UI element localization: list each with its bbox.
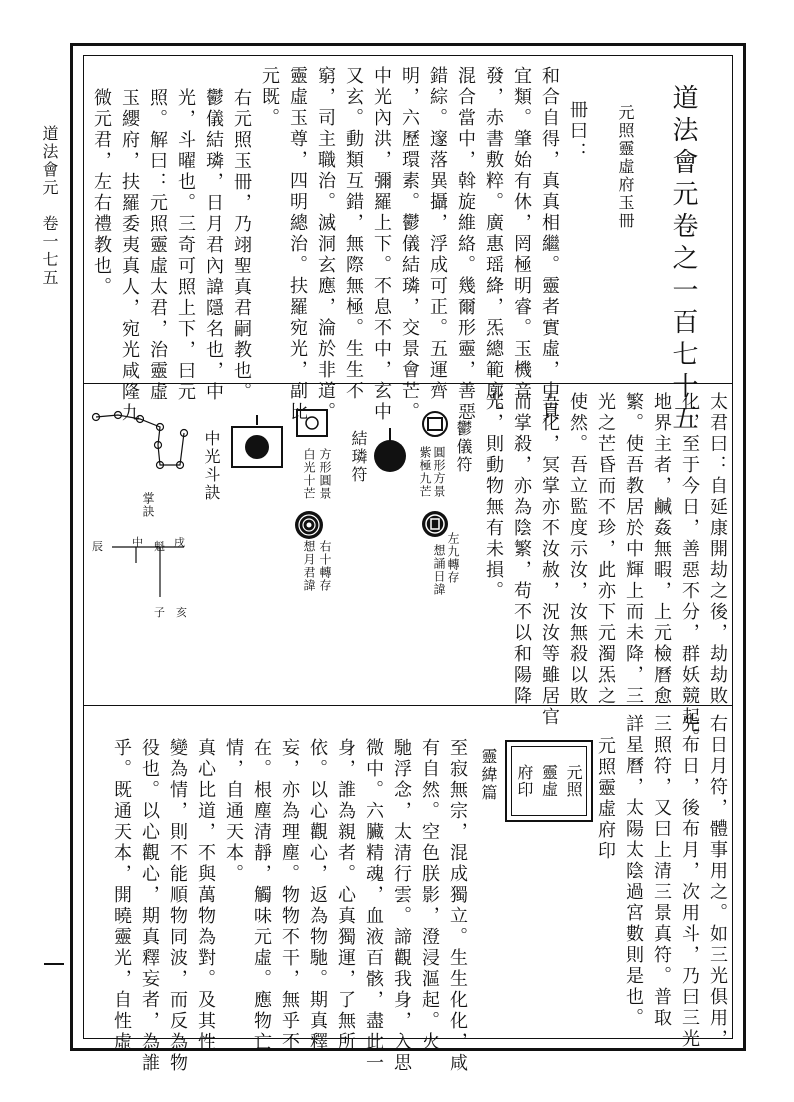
bottom-text-column: 有自然。空色朕影，澄浸漚起。火	[419, 738, 440, 1053]
top-text-column: 靈虛玉尊，四明總治。扶羅宛光，副比	[287, 66, 308, 423]
official-seal	[505, 740, 593, 822]
top-text-column: 宜類。肇始有休，罔極明睿。玉機音	[511, 66, 532, 402]
yuyi-talisman-title: 鬱儀符	[454, 420, 473, 474]
bottom-text-column: 微中。六臟精魂，血液百骸，盡此一	[363, 738, 384, 1074]
chapter-title: 靈緯篇	[479, 748, 498, 802]
yuyi-left-sublabel: 想誦日諱	[432, 544, 446, 596]
top-text-column: 混合當中，斡旋維絡。幾爾形靈，善惡	[455, 66, 476, 423]
bottom-text-column: 真心比道，不與萬物為對。及其性	[195, 738, 216, 1053]
palm-char-zi: 子	[154, 606, 165, 619]
zhongguang-frame-icon	[230, 415, 284, 471]
zhongguang-title: 中光斗訣	[202, 430, 221, 502]
middle-text-column: 太君曰：自延康開劫之後，劫劫敗	[707, 392, 728, 707]
margin-book-title: 道法會元 卷一七五	[40, 125, 59, 287]
bottom-right-column: 三照符，又曰上清三景真符。普取	[651, 714, 672, 1029]
bottom-text-column: 在。根塵清靜，觸味元虛。應物亡	[251, 738, 272, 1053]
palm-char-chen: 辰	[92, 540, 103, 553]
jielin-shape-sublabel: 白光十芒	[302, 448, 316, 500]
bottom-text-column: 身，誰為親者。心真獨運，了無所	[335, 738, 356, 1053]
bottom-text-column: 馳浮念，太清行雲。諦觀我身，入思	[391, 738, 412, 1074]
big-dipper-diagram	[88, 405, 208, 485]
seal-text: 府印	[514, 764, 534, 798]
top-commentary-column: 照。解曰：元照靈虛太君，治靈虛	[147, 88, 168, 403]
section-title: 元照靈虛府玉冊	[616, 104, 635, 230]
yuyi-spiral-icon	[421, 510, 449, 538]
jielin-square-icon	[295, 408, 329, 438]
bottom-right-column: 詳星曆，太陽太陰過宮數則是也。	[623, 714, 644, 1029]
palm-char-kui: 魁	[154, 540, 165, 553]
middle-text-column: 光之芒昏而不珍，此亦下元濁炁之	[595, 392, 616, 707]
yuyi-left-label: 左九轉存	[446, 532, 460, 584]
top-text-column: 又玄。動類互錯，無際無極。生生不	[343, 66, 364, 402]
jielin-shape-label: 方形圓景	[318, 448, 332, 500]
bottom-right-column: 右日月符，體事用之。如三光俱用，	[707, 714, 728, 1050]
jielin-right-label: 右十轉存	[318, 540, 332, 592]
bottom-text-column: 乎。既通天本，開曉靈光，自性虛	[111, 738, 132, 1053]
seal-text: 靈虛	[539, 764, 559, 798]
seal-text: 元照	[564, 764, 584, 798]
book-title: 道法會元卷之一百七十五	[668, 84, 698, 436]
bottom-text-column: 變為情，則不能順物同波，而反為物	[167, 738, 188, 1074]
palm-formula-diagram	[92, 535, 202, 615]
top-text-column: 錯綜。邃落異攝，浮成可正。五運齊	[427, 66, 448, 402]
middle-text-column: 光，則動物無有未損。	[483, 392, 504, 602]
top-commentary-column: 光，斗曜也。三奇可照上下，曰元	[175, 88, 196, 403]
palm-formula-label: 掌訣	[141, 492, 155, 518]
top-text-column: 中光內洪，彌羅上下。不息不中，玄中	[371, 66, 392, 423]
middle-text-column: 吾化，冥掌亦不汝赦，況汝等雖居官	[539, 392, 560, 728]
jielin-spiral-icon	[294, 510, 324, 540]
middle-text-column: 化，至于今日，善惡不分，群妖競起。	[679, 392, 700, 749]
top-text-column: 和合自得，真真相繼。靈者實虛，中真	[539, 66, 560, 423]
top-commentary-column: 微元君，左右禮教也。	[91, 88, 112, 298]
seal-inner-border	[511, 746, 587, 816]
jielin-talisman-title: 結璘符	[349, 430, 368, 484]
middle-text-column: 地界主者，鹹姦無暇，上元檢曆愈	[651, 392, 672, 707]
bottom-text-column: 至寂無宗，混成獨立。生生化化，咸	[447, 738, 468, 1074]
bottom-text-column: 妄，亦為理塵。物物不干，無乎不	[279, 738, 300, 1053]
top-text-column: 冊曰：	[567, 100, 588, 163]
jielin-right-sublabel: 想月君諱	[302, 540, 316, 592]
top-commentary-column: 右元照玉冊，乃翊聖真君嗣教也。	[231, 88, 252, 403]
middle-text-column: 而掌殺，亦為陰繁，苟不以和陽降	[511, 392, 532, 707]
top-commentary-column: 玉纓府，扶羅委夷真人，宛光咸隆九	[119, 88, 140, 424]
middle-text-column: 繁。使吾教居於中輝上而未降，三	[623, 392, 644, 707]
bottom-right-column: 先布日，後布月，次用斗，乃曰三光	[679, 714, 700, 1050]
bottom-text-column: 役也。以心觀心，期真釋妄者，為誰	[139, 738, 160, 1074]
bottom-text-column: 情，自通天本。	[223, 738, 244, 885]
seal-caption: 元照靈虛府印	[595, 736, 616, 862]
jielin-black-orb-icon	[373, 428, 407, 474]
yuyi-shape-label: 圓形方景	[432, 446, 446, 498]
top-text-column: 窮，司主職治。滅洞玄應，淪於非道。	[315, 66, 336, 423]
palm-char-zhong: 中	[132, 536, 143, 549]
middle-text-column: 使然。吾立監度示汝，汝無殺以敗	[567, 392, 588, 707]
top-text-column: 發，赤書敷粹。廣惠瑶絳，炁總範廓。	[483, 66, 504, 423]
margin-page-mark	[44, 963, 64, 965]
top-text-column: 元既。	[259, 66, 280, 129]
palm-char-hai: 亥	[176, 606, 187, 619]
top-text-column: 明，六歷環素。鬱儀結璘，交景會芒。	[399, 66, 420, 423]
bottom-text-column: 依。以心觀心，返為物馳。期真釋	[307, 738, 328, 1053]
yuyi-square-circle-icon	[421, 410, 449, 438]
yuyi-shape-sublabel: 紫極九芒	[418, 446, 432, 498]
palm-char-xu: 戌	[174, 536, 185, 549]
top-commentary-column: 鬱儀結璘，日月君內諱隱名也，中	[203, 88, 224, 403]
